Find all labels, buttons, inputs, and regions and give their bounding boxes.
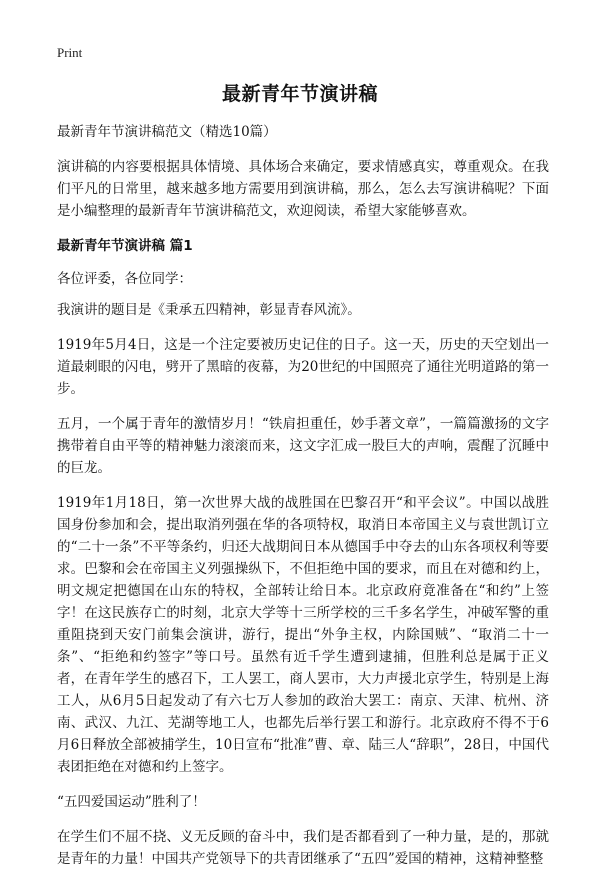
- document-title: 最新青年节演讲稿: [221, 83, 378, 105]
- body-paragraph: 我演讲的题目是《秉承五四精神，彰显青春风流》。: [57, 302, 361, 318]
- body-paragraph: 各位评委，各位同学：: [57, 271, 192, 287]
- document-body: [57, 121, 549, 883]
- body-paragraph: 1919年1月18日，第一次世界大战的战胜国在巴黎召开“和平会议”。中国以战胜国身份参加和会，提出取消列强在华的各项特权，取消日本帝国主义与袁世凯订立的“二十一条”不平等条约，归还大战期间日本从德国手中夺去的山东各项权利等要求。巴黎和会在帝国主义列强操纵下，不但拒绝中国的要求，而且在对德和约上，明文规定把德国在山东的特权，全部转让给日本。北京政府竟准备在“和约”上签字！在这民族存亡的时刻，北京大学等十三所学校的三千多名学生，冲破军警的重重阻挠到天安门前集会演讲，游行，提出“外争主权，内除国贼”、“取消二十一条”、“拒绝和约签字”等口号。虽然有近千学生遭到逮捕，但胜利总是属于正义者，在青年学生的感召下，工人罢工，商人罢市，大力声援北京学生，特别是上海工人，从6月5日起发动了有六七万人参加的政治大罢工：南京、天津、杭州、济南、武汉、九江、芜湖等地工人，也都先后举行罢工和游行。北京政府不得不于6月6日释放全部被捕学生，10日宣布“批准”曹、章、陆三人“辞职”，28日，中国代表团拒绝在对德和约上签字。: [57, 495, 549, 775]
- document-subtitle: 最新青年节演讲稿范文（精选10篇）: [57, 124, 277, 140]
- print-link[interactable]: Print: [57, 45, 83, 60]
- section-heading: 最新青年节演讲稿 篇1: [57, 238, 193, 254]
- body-paragraph: 五月，一个属于青年的激情岁月！“铁肩担重任，妙手著文章”，一篇篇激扬的文字携带着自由平等的精神魅力滚滚而来，这文字汇成一股巨大的声响，震醒了沉睡中的巨龙。: [57, 416, 549, 476]
- intro-paragraph: 演讲稿的内容要根据具体情境、具体场合来确定，要求情感真实，尊重观众。在我们平凡的日常里，越来越多地方需要用到演讲稿，那么，怎么去写演讲稿呢？下面是小编整理的最新青年节演讲稿范文，欢迎阅读，希望大家能够喜欢。: [57, 159, 549, 219]
- body-paragraph: 1919年5月4日，这是一个注定要被历史记住的日子。这一天，历史的天空划出一道最刺眼的闪电，劈开了黑暗的夜幕，为20世纪的中国照亮了通往光明道路的第一步。: [57, 337, 549, 397]
- body-paragraph: “五四爱国运动”胜利了！: [57, 794, 206, 810]
- body-paragraph: 在学生们不屈不挠、义无反顾的奋斗中，我们是否都看到了一种力量，是的，那就是青年的力量！中国共产党领导下的共青团继承了“五四”爱国的精神，这精神整整: [57, 829, 549, 867]
